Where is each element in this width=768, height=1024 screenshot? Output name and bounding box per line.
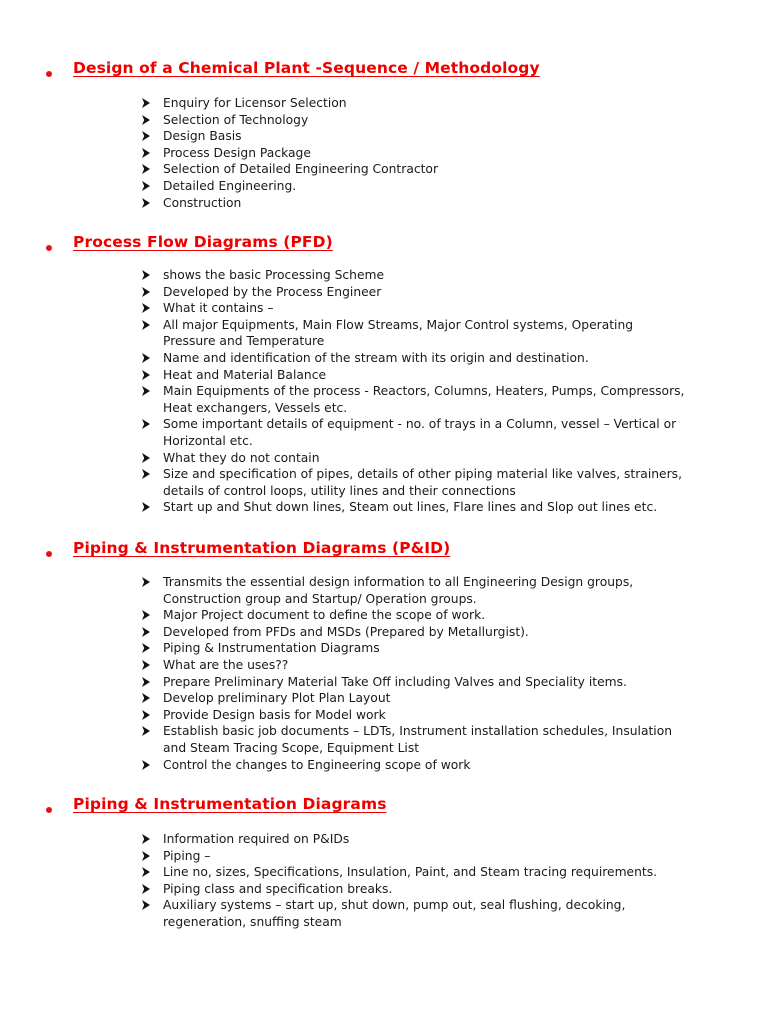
section-title: Piping & Instrumentation Diagrams (P&ID) — [73, 539, 451, 557]
list-item — [0, 195, 768, 212]
arrow-bullet-icon — [141, 898, 151, 910]
list-item — [0, 674, 768, 691]
list-item — [0, 267, 768, 284]
arrow-bullet-icon — [141, 467, 151, 479]
arrow-bullet-icon — [141, 196, 151, 208]
bullet-dot-icon — [46, 551, 52, 557]
arrow-bullet-icon — [141, 882, 151, 894]
list-item-text: Start up and Shut down lines, Steam out lines, Flare lines and Slop out lines etc. — [163, 500, 658, 515]
arrow-bullet-icon — [141, 268, 151, 280]
arrow-bullet-icon — [141, 608, 151, 620]
list-item — [0, 690, 768, 707]
list-item-text: Developed by the Process Engineer — [163, 284, 382, 299]
list-item — [0, 367, 768, 384]
list-item — [0, 145, 768, 162]
arrow-bullet-icon — [141, 849, 151, 861]
list-item — [0, 897, 768, 930]
list-item-text: Size and specification of pipes, details of other piping material like valves, strainers, details of control loops, utility lines and their connections — [163, 467, 682, 498]
arrow-bullet-icon — [141, 301, 151, 313]
item-list — [0, 574, 768, 773]
list-item-text: Main Equipments of the process - Reactors, Columns, Heaters, Pumps, Compressors, Heat exchangers, Vessels etc. — [163, 384, 685, 415]
list-item-text: Process Design Package — [163, 145, 311, 160]
list-item-text: Information required on P&IDs — [163, 832, 350, 846]
section-title: Design of a Chemical Plant -Sequence / Methodology — [73, 59, 540, 77]
list-item — [0, 161, 768, 178]
arrow-bullet-icon — [141, 285, 151, 297]
list-item-text: shows the basic Processing Scheme — [163, 268, 385, 282]
list-item-text: Enquiry for Licensor Selection — [163, 96, 347, 110]
list-item-text: Establish basic job documents – LDTs, Instrument installation schedules, Insulation and Steam Tracing Scope, Equipment List — [163, 724, 673, 755]
list-item — [0, 128, 768, 145]
list-item — [0, 416, 768, 449]
list-item-text: Piping class and specification breaks. — [163, 881, 393, 896]
list-item — [0, 657, 768, 674]
list-item — [0, 300, 768, 317]
list-item-text: What they do not contain — [163, 450, 320, 465]
list-item-text: Transmits the essential design information to all Engineering Design groups, Construction group and Startup/ Operation groups. — [163, 575, 634, 606]
list-item — [0, 864, 768, 881]
list-item — [0, 707, 768, 724]
arrow-bullet-icon — [141, 500, 151, 512]
list-item — [0, 350, 768, 367]
list-item — [0, 757, 768, 774]
list-item — [0, 848, 768, 865]
arrow-bullet-icon — [141, 113, 151, 125]
list-item — [0, 607, 768, 624]
arrow-bullet-icon — [141, 724, 151, 736]
arrow-bullet-icon — [141, 384, 151, 396]
arrow-bullet-icon — [141, 575, 151, 587]
list-item-text: Major Project document to define the scope of work. — [163, 608, 486, 623]
item-list — [0, 831, 768, 931]
list-item-text: What it contains – — [163, 301, 274, 316]
arrow-bullet-icon — [141, 675, 151, 687]
arrow-bullet-icon — [141, 658, 151, 670]
item-list — [0, 267, 768, 516]
list-item — [0, 574, 768, 607]
list-item-text: Develop preliminary Plot Plan Layout — [163, 691, 391, 706]
list-item — [0, 881, 768, 898]
arrow-bullet-icon — [141, 832, 151, 844]
list-item — [0, 466, 768, 499]
list-item-text: Piping – — [163, 848, 211, 863]
arrow-bullet-icon — [141, 351, 151, 363]
list-item — [0, 383, 768, 416]
list-item — [0, 284, 768, 301]
item-list — [0, 95, 768, 211]
list-item-text: Provide Design basis for Model work — [163, 707, 386, 722]
arrow-bullet-icon — [141, 641, 151, 653]
list-item — [0, 499, 768, 516]
arrow-bullet-icon — [141, 96, 151, 108]
list-item-text: Name and identification of the stream with its origin and destination. — [163, 350, 589, 365]
list-item — [0, 640, 768, 657]
arrow-bullet-icon — [141, 318, 151, 330]
arrow-bullet-icon — [141, 625, 151, 637]
arrow-bullet-icon — [141, 451, 151, 463]
list-item-text: All major Equipments, Main Flow Streams, Major Control systems, Operating Pressure and Temperature — [163, 317, 634, 349]
arrow-bullet-icon — [141, 146, 151, 158]
section-heading — [0, 59, 768, 92]
list-item — [0, 450, 768, 467]
list-item — [0, 317, 768, 350]
list-item — [0, 723, 768, 756]
list-item-text: Selection of Technology — [163, 112, 309, 127]
section-heading — [0, 539, 768, 572]
list-item-text: What are the uses?? — [163, 657, 289, 672]
list-item-text: Selection of Detailed Engineering Contractor — [163, 162, 439, 177]
arrow-bullet-icon — [141, 691, 151, 703]
list-item — [0, 624, 768, 641]
list-item-text: Design Basis — [163, 129, 242, 144]
bullet-dot-icon — [46, 71, 52, 77]
list-item — [0, 831, 768, 848]
section-title: Process Flow Diagrams (PFD) — [73, 233, 333, 251]
section-title: Piping & Instrumentation Diagrams — [73, 795, 387, 813]
list-item-text: Construction — [163, 195, 242, 210]
arrow-bullet-icon — [141, 417, 151, 429]
list-item-text: Prepare Preliminary Material Take Off including Valves and Speciality items. — [163, 674, 627, 689]
list-item — [0, 95, 768, 112]
arrow-bullet-icon — [141, 865, 151, 877]
list-item-text: Auxiliary systems – start up, shut down, pump out, seal flushing, decoking, regeneration, snuffing steam — [163, 898, 626, 929]
section-heading — [0, 233, 768, 266]
list-item-text: Piping & Instrumentation Diagrams — [163, 641, 380, 656]
section-heading — [0, 795, 768, 828]
list-item — [0, 178, 768, 195]
arrow-bullet-icon — [141, 708, 151, 720]
arrow-bullet-icon — [141, 179, 151, 191]
list-item — [0, 112, 768, 129]
bullet-dot-icon — [46, 807, 52, 813]
list-item-text: Some important details of equipment - no. of trays in a Column, vessel – Vertical or Horizontal etc. — [163, 417, 677, 448]
arrow-bullet-icon — [141, 758, 151, 770]
arrow-bullet-icon — [141, 162, 151, 174]
arrow-bullet-icon — [141, 368, 151, 380]
arrow-bullet-icon — [141, 129, 151, 141]
list-item-text: Detailed Engineering. — [163, 178, 297, 193]
list-item-text: Control the changes to Engineering scope of work — [163, 757, 471, 772]
list-item-text: Developed from PFDs and MSDs (Prepared by Metallurgist). — [163, 624, 529, 639]
list-item-text: Line no, sizes, Specifications, Insulation, Paint, and Steam tracing requirements. — [163, 865, 658, 880]
bullet-dot-icon — [46, 245, 52, 251]
list-item-text: Heat and Material Balance — [163, 367, 327, 382]
